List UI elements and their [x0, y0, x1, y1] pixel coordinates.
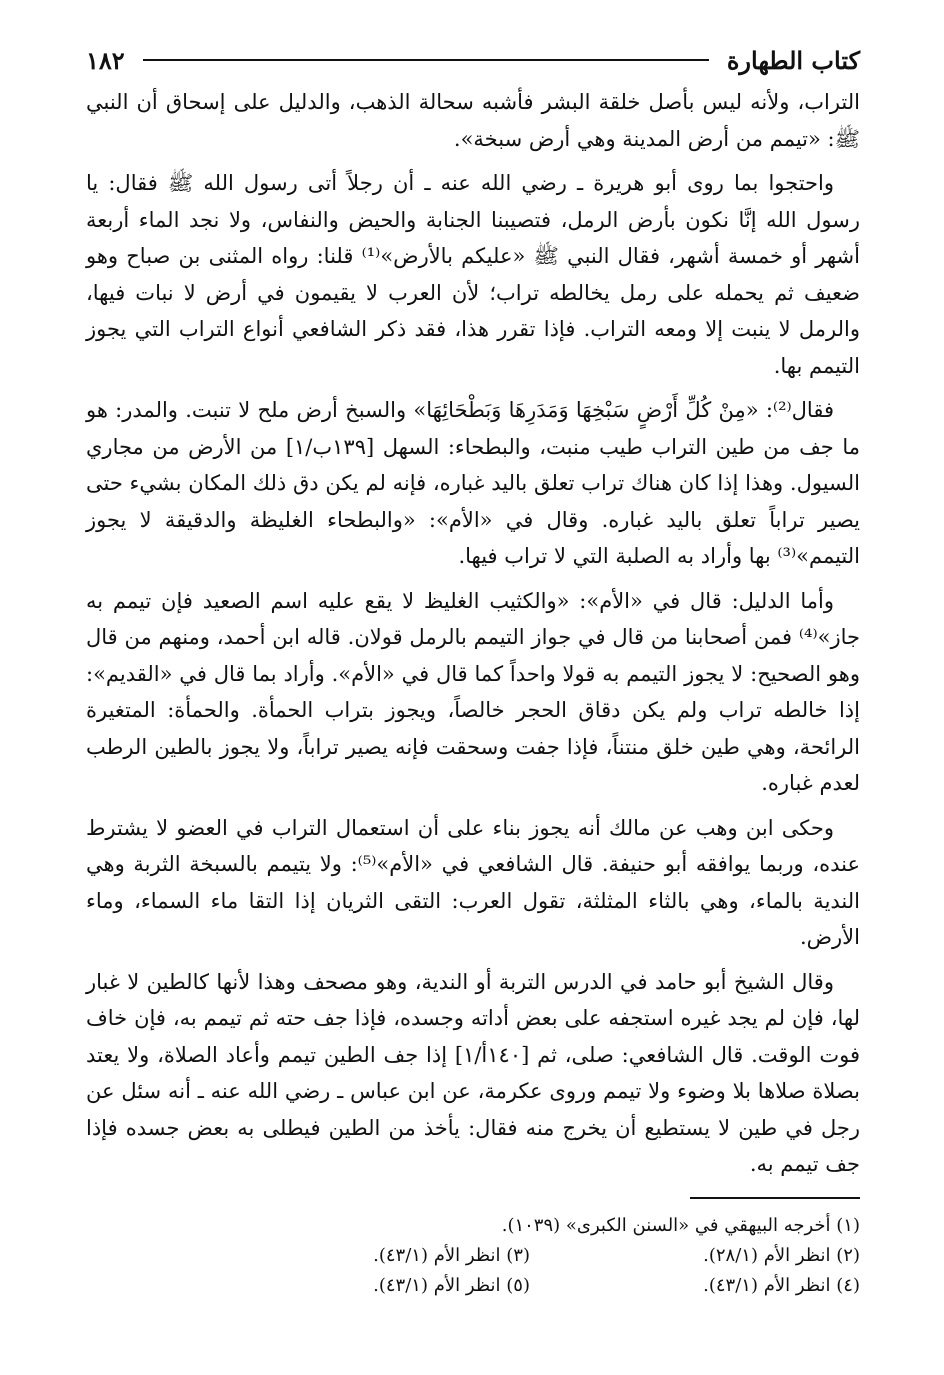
paragraph: وحكى ابن وهب عن مالك أنه يجوز بناء على أن استعمال التراب في العضو لا يشترط عنده، وربما يوافقه أبو حنيفة. قال الشافعي في «الأم»⁽⁵⁾: ولا يتيمم بالسبخة الثربة وهي الندية بالماء، وهي بالثاء المثلثة، تقول العرب: التقى الثريان إذا التقا ماء السماء، وماء الأرض.: [86, 815, 860, 949]
footnote-row: [86, 1211, 860, 1241]
footnote: (٣) انظر الأم (٤٣/١).: [373, 1244, 530, 1266]
paragraph: وأما الدليل: قال في «الأم»: «والكثيب الغليظ لا يقع عليه اسم الصعيد فإن تيمم به جاز»⁽⁴⁾ فمن أصحابنا من قال في جواز التيمم بالرمل قولان. قاله ابن أحمد، ومنهم من قال وهو الصحيح: لا يجوز التيمم به قولا واحداً كما قال في «الأم». وأراد بما قال في «القديم»: إذا خالطه تراب ولم يكن دقاق الحجر خالصاً، ويجوز بتراب الحمأة. والحمأة: المتغيرة الرائحة، وهي طين خلق منتناً، فإذا جفت وسحقت فإنه يصير تراباً، ولا يجوز بالطين الرطب لعدم غباره.: [86, 588, 860, 795]
footnote-row: [86, 1241, 860, 1271]
footnote: (١) أخرجه البيهقي في «السنن الكبرى» (١٠٣٩).: [501, 1214, 860, 1236]
footnote-row: [86, 1271, 860, 1301]
paragraph: واحتجوا بما روى أبو هريرة ـ رضي الله عنه ـ أن رجلاً أتى رسول الله ﷺ فقال: يا رسول الله إنَّا نكون بأرض الرمل، فتصيبنا الجنابة والحيض والنفاس، ولا نجد الماء أربعة أشهر أو خمسة أشهر، فقال النبي ﷺ «عليكم بالأرض»⁽¹⁾ قلنا: رواه المثنى بن صباح وهو ضعيف ثم يحمله على رمل يخالطه تراب؛ لأن العرب لا يقيمون في أرض لا نبات فيها، والرمل لا ينبت إلا ومعه التراب. فإذا تقرر هذا، فقد ذكر الشافعي أنواع التراب التي يجوز التيمم بها.: [86, 171, 861, 378]
footnote: (٢) انظر الأم (٢٨/١).: [703, 1244, 860, 1266]
page-number: ١٨٢: [86, 45, 125, 75]
paragraph: فقال⁽²⁾: «مِنْ كُلِّ أَرْضٍ سَبْخِهَا وَمَدَرِهَا وَبَطْحَائِهَا» والسبخ أرض ملح لا تنبت. والمدر: هو ما جف من طين التراب طيب منبت، والبطحاء: السهل [١٣٩ب/١] من الأرض من مجاري السيول. وهذا إذا كان هناك تراب تعلق باليد غباره، فإنه لم يكن دق ذلك المكان بشيء حتى يصير تراباً تعلق باليد غباره. وقال في «الأم»: «والبطحاء الغليظة والدقيقة لا يجوز التيمم»⁽³⁾ بها وأراد به الصلبة التي لا تراب فيها.: [86, 398, 860, 568]
paragraph: التراب، ولأنه ليس بأصل خلقة البشر فأشبه سحالة الذهب، والدليل على إسحاق أن النبي ﷺ: «تيمم من أرض المدينة وهي أرض سبخة».: [86, 90, 860, 151]
book-title: كتاب الطهارة: [726, 45, 860, 75]
paragraph: وقال الشيخ أبو حامد في الدرس التربة أو الندية، وهو مصحف وهذا لأنها كالطين لا غبار لها، فإن لم يجد غيره استجفه على بعض أداته وجسده، فإذا جف حته ثم تيمم به، فإن خاف فوت الوقت. قال الشافعي: صلى، ثم [١٤٠أ/١] إذا جف الطين تيمم وأعاد الصلاة، ولا يعتد بصلاة صلاها بلا وضوء ولا تيمم وروى عكرمة، عن ابن عباس ـ رضي الله عنه ـ أنه سئل عن رجل في طين لا يستطيع أن يخرج منه فقال: يأخذ من الطين فيطلى به بعض جسده فإذا جف تيمم به.: [86, 969, 860, 1176]
footnote-rule: [690, 1197, 860, 1199]
running-header: [86, 40, 860, 80]
footnotes: [86, 1197, 860, 1301]
footnote: (٥) انظر الأم (٤٣/١).: [373, 1274, 530, 1296]
header-rule: [143, 59, 709, 61]
main-text: [86, 84, 860, 1183]
footnote: (٤) انظر الأم (٤٣/١).: [703, 1274, 860, 1296]
